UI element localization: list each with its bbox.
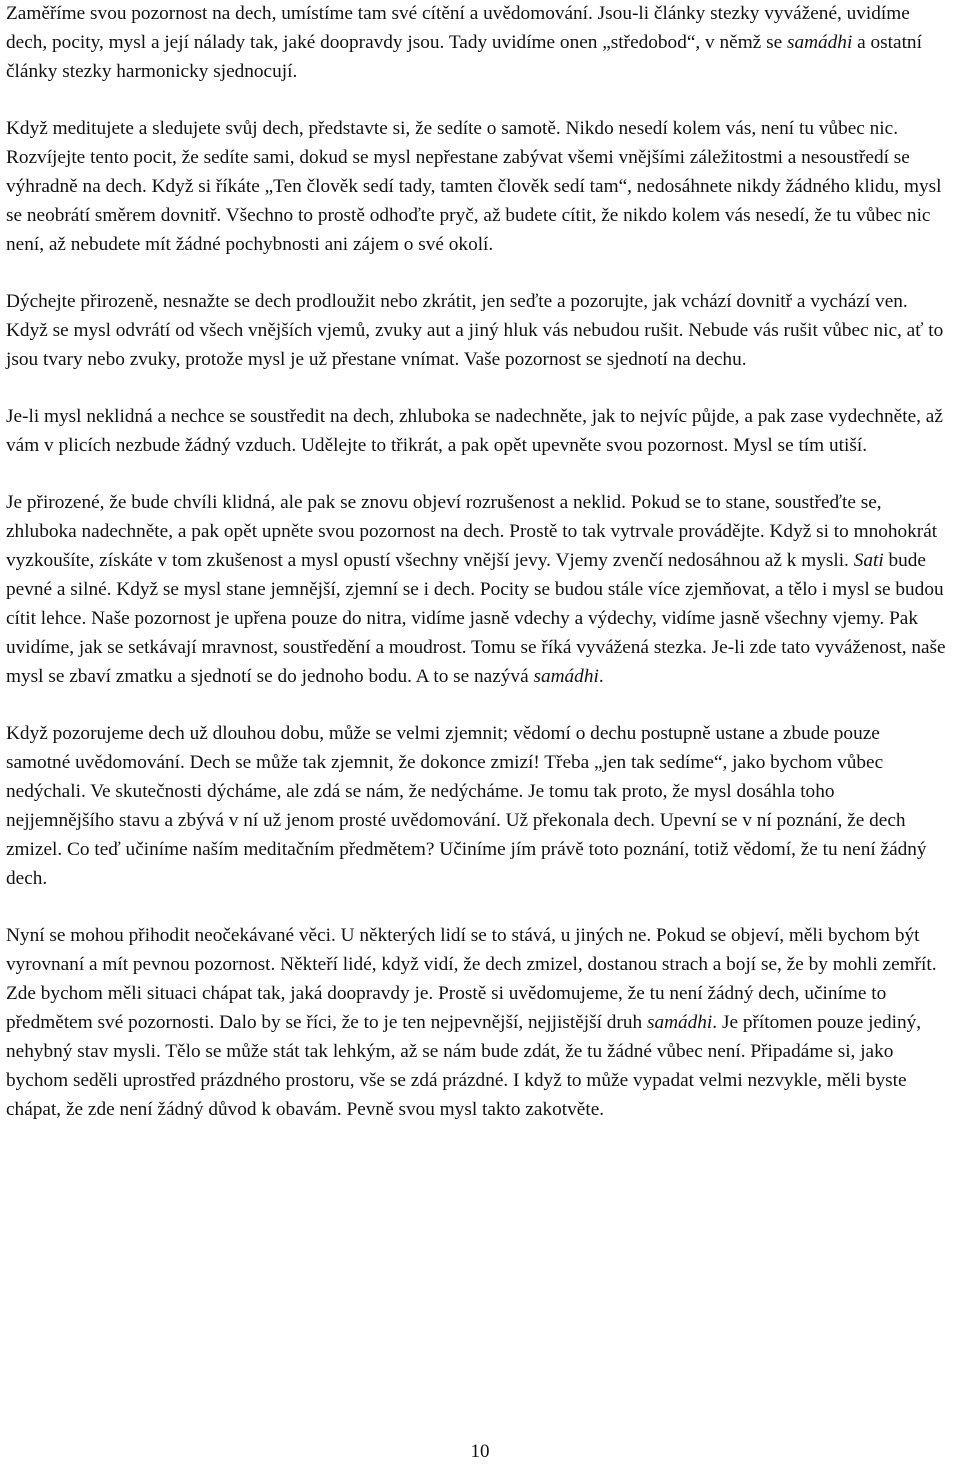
paragraph-4 [6,402,946,460]
italic-term: samádhi [786,32,853,53]
paragraph-1 [6,0,946,86]
italic-term: samádhi [646,1012,713,1033]
text-run: Dýchejte přirozeně, nesnažte se dech prodloužit nebo zkrátit, jen seďte a pozorujte, jak vchází dovnitř a vychází ven. Když se mysl odvrátí od všech vnějších vjemů, zvuky aut a jiný hluk vás nebudou rušit. Nebude vás rušit vůbec nic, ať to jsou tvary nebo zvuky, protože mysl je už přestane vnímat. Vaše pozornost se sjednotí na dechu. [6,291,944,370]
text-run: a ostatní články stezky harmonicky sjednocují. [6,32,922,82]
document-page [6,0,946,1152]
text-run: bude pevné a silné. Když se mysl stane jemnější, zjemní se i dech. Pocity se budou stále více zjemňovat, a tělo i mysl se budou cítit lehce. Naše pozornost je upřena pouze do nitra, vidíme jasně vdechy a výdechy, vidíme jasně všechny vjemy. Pak uvidíme, jak se setkávají mravnost, soustředění a moudrost. Tomu se říká vyvážená stezka. Je-li zde tato vyváženost, naše mysl se zbaví zmatku a sjednotí se do jednoho bodu. A to se nazývá [6,550,946,687]
page-number: 10 [470,1441,490,1462]
paragraph-5 [6,488,946,691]
italic-term: Sati [853,550,884,571]
text-run: . Je přítomen pouze jediný, nehybný stav mysli. Tělo se může stát tak lehkým, až se nám bude zdát, že tu žádné vůbec není. Připadáme si, jako bychom seděli uprostřed prázdného prostoru, vše se zdá prázdné. I když to může vypadat velmi nezvykle, měli byste chápat, že zde není žádný důvod k obavám. Pevně svou mysl takto zakotvěte. [6,1012,922,1120]
text-run: Když meditujete a sledujete svůj dech, představte si, že sedíte o samotě. Nikdo nesedí kolem vás, není tu vůbec nic. Rozvíjejte tento pocit, že sedíte sami, dokud se mysl nepřestane zabývat všemi vnějšími záležitostmi a nesoustředí se výhradně na dech. Když si říkáte „Ten člověk sedí tady, tamten člověk sedí tam“, nedosáhnete nikdy žádného klidu, mysl se neobrátí směrem dovnitř. Všechno to prostě odhoďte pryč, až budete cítit, že nikdo kolem vás nesedí, že tu vůbec nic není, až nebudete mít žádné pochybnosti ani zájem o své okolí. [6,118,942,255]
text-run: Když pozorujeme dech už dlouhou dobu, může se velmi zjemnit; vědomí o dechu postupně ustane a zbude pouze samotné uvědomování. Dech se může tak zjemnit, že dokonce zmizí! Třeba „jen tak sedíme“, jako bychom vůbec nedýchali. Ve skutečnosti dýcháme, ale zdá se nám, že nedýcháme. Je tomu tak proto, že mysl dosáhla toho nejjemnějšího stavu a zbývá v ní už jenom prosté uvědomování. Už překonala dech. Upevní se v ní poznání, že dech zmizel. Co teď učiníme naším meditačním předmětem? Učiníme jím právě toto poznání, totiž vědomí, že tu není žádný dech. [6,723,927,889]
text-run: . [598,666,604,687]
text-run: Je-li mysl neklidná a nechce se soustředit na dech, zhluboka se nadechněte, jak to nejvíc půjde, a pak zase vydechněte, až vám v plicích nezbude žádný vzduch. Udělejte to třikrát, a pak opět upevněte svou pozornost. Mysl se tím utiší. [6,406,943,456]
paragraph-6 [6,719,946,893]
text-run: Je přirozené, že bude chvíli klidná, ale pak se znovu objeví rozrušenost a neklid. Pokud se to stane, soustřeďte se, zhluboka nadechněte, a pak opět upněte svou pozornost na dech. Prostě to tak vytrvale provádějte. Když si to mnohokrát vyzkoušíte, získáte v tom zkušenost a mysl opustí všechny vnější jevy. Vjemy zvenčí nedosáhnou až k mysli. [6,492,938,571]
paragraph-7 [6,921,946,1124]
italic-term: samádhi [533,666,599,687]
paragraph-2 [6,114,946,259]
paragraph-3 [6,287,946,374]
text-run: Nyní se mohou přihodit neočekávané věci. U některých lidí se to stává, u jiných ne. Pokud se objeví, měli bychom být vyrovnaní a mít pevnou pozornost. Někteří lidé, když vidí, že dech zmizel, dostanou strach a bojí se, že by mohli zemřít. Zde bychom měli situaci chápat tak, jaká doopravdy je. Prostě si uvědomujeme, že tu není žádný dech, učiníme to předmětem své pozornosti. Dalo by se říci, že to je ten nejpevnější, nejjistější druh [6,925,937,1033]
text-run: Zaměříme svou pozornost na dech, umístíme tam své cítění a uvědomování. Jsou-li články stezky vyvážené, uvidíme dech, pocity, mysl a její nálady tak, jaké doopravdy jsou. Tady uvidíme onen „středobod“, v němž se [6,3,910,53]
